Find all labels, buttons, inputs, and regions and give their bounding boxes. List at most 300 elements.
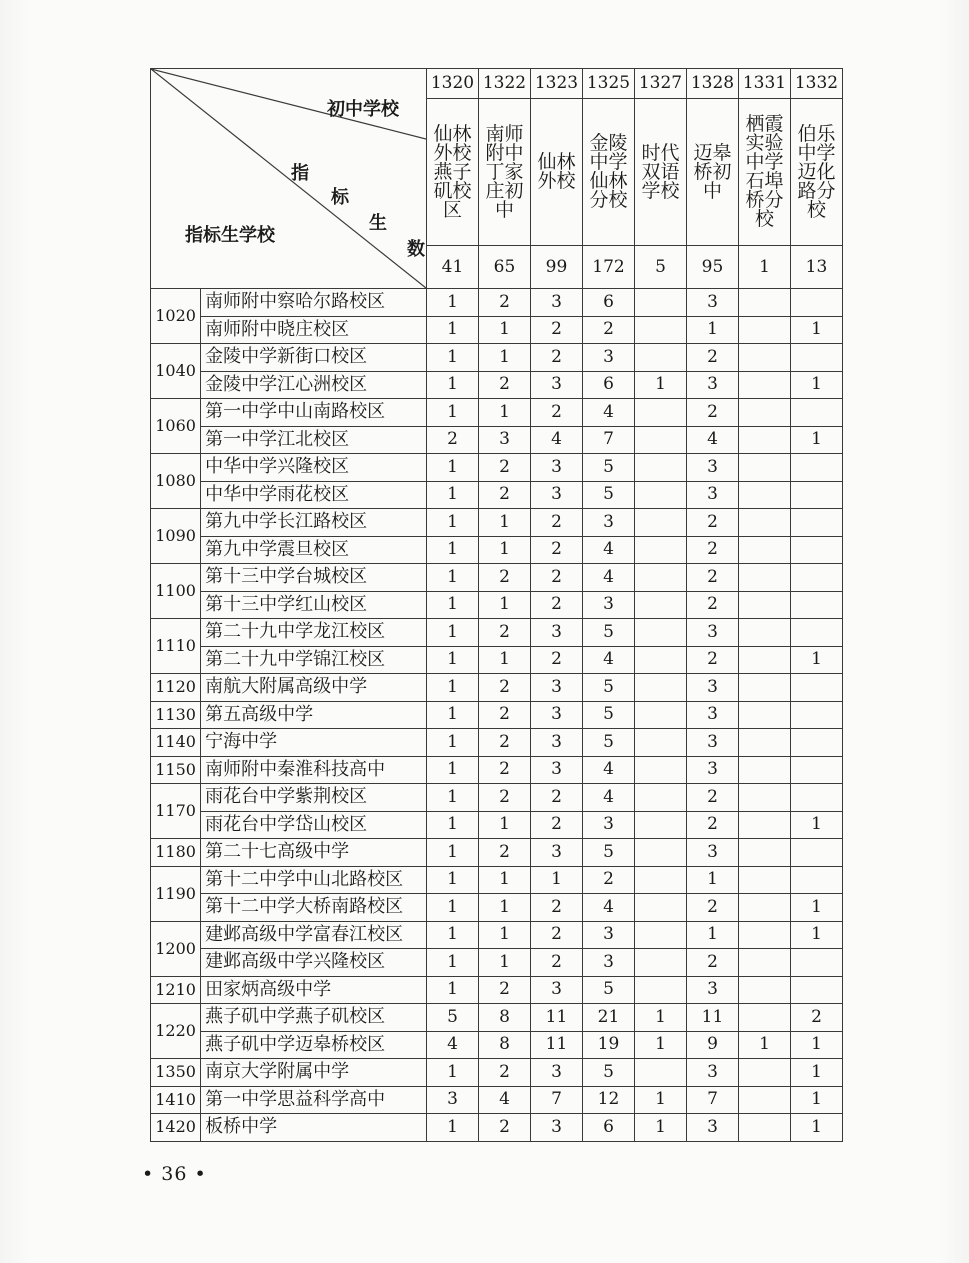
quota-cell: 2 <box>583 866 635 894</box>
quota-cell: 1 <box>791 811 843 839</box>
column-code: 1323 <box>531 69 583 99</box>
table-row <box>151 921 843 949</box>
column-school-name <box>479 99 531 246</box>
quota-cell <box>635 536 687 564</box>
quota-cell: 5 <box>583 454 635 482</box>
quota-cell: 2 <box>531 811 583 839</box>
school-name: 金陵中学江心洲校区 <box>201 371 427 399</box>
quota-cell: 3 <box>687 481 739 509</box>
quota-cell: 5 <box>583 729 635 757</box>
quota-cell: 6 <box>583 1114 635 1142</box>
table-row <box>151 701 843 729</box>
quota-cell <box>739 591 791 619</box>
quota-cell: 1 <box>479 591 531 619</box>
quota-cell: 1 <box>427 316 479 344</box>
quota-cell: 2 <box>479 371 531 399</box>
school-name: 第十二中学中山北路校区 <box>201 866 427 894</box>
column-quota-total: 1 <box>739 246 791 289</box>
column-school-name <box>427 99 479 246</box>
quota-cell: 6 <box>583 371 635 399</box>
corner-diagonal-char: 数 <box>407 239 425 260</box>
quota-cell <box>739 344 791 372</box>
table-row <box>151 1086 843 1114</box>
quota-cell <box>739 674 791 702</box>
table-row <box>151 316 843 344</box>
school-code: 1140 <box>151 729 201 757</box>
quota-cell <box>739 1114 791 1142</box>
quota-cell: 3 <box>687 1114 739 1142</box>
quota-cell: 21 <box>583 1004 635 1032</box>
school-code: 1090 <box>151 509 201 564</box>
quota-cell: 1 <box>427 399 479 427</box>
quota-cell <box>791 674 843 702</box>
quota-cell <box>635 729 687 757</box>
table-row <box>151 591 843 619</box>
table-row <box>151 1059 843 1087</box>
school-name: 宁海中学 <box>201 729 427 757</box>
quota-cell: 5 <box>583 976 635 1004</box>
table-row <box>151 344 843 372</box>
quota-cell: 2 <box>531 784 583 812</box>
table-row <box>151 481 843 509</box>
column-code: 1325 <box>583 69 635 99</box>
table-row <box>151 426 843 454</box>
column-school-name-text: 仙林外校 <box>537 151 576 192</box>
table-row <box>151 454 843 482</box>
quota-cell <box>791 454 843 482</box>
table-row <box>151 894 843 922</box>
quota-cell: 1 <box>427 1059 479 1087</box>
quota-cell <box>791 289 843 317</box>
quota-cell: 2 <box>531 949 583 977</box>
school-code: 1410 <box>151 1086 201 1114</box>
quota-cell: 2 <box>531 344 583 372</box>
quota-cell <box>739 729 791 757</box>
quota-cell <box>635 426 687 454</box>
school-code: 1040 <box>151 344 201 399</box>
column-school-name <box>635 99 687 246</box>
column-code: 1331 <box>739 69 791 99</box>
quota-cell: 2 <box>531 921 583 949</box>
school-code: 1180 <box>151 839 201 867</box>
quota-cell: 1 <box>531 866 583 894</box>
quota-cell: 2 <box>583 316 635 344</box>
quota-cell <box>739 426 791 454</box>
quota-cell: 3 <box>687 454 739 482</box>
quota-cell: 2 <box>687 509 739 537</box>
column-code: 1327 <box>635 69 687 99</box>
school-name: 燕子矶中学燕子矶校区 <box>201 1004 427 1032</box>
quota-cell: 1 <box>427 1114 479 1142</box>
quota-cell: 2 <box>479 619 531 647</box>
quota-cell <box>635 399 687 427</box>
column-school-name <box>583 99 635 246</box>
quota-cell <box>739 921 791 949</box>
quota-cell: 3 <box>687 976 739 1004</box>
header-corner-cell <box>151 69 427 289</box>
quota-cell: 2 <box>427 426 479 454</box>
quota-cell: 1 <box>479 949 531 977</box>
quota-cell <box>635 894 687 922</box>
quota-cell <box>739 399 791 427</box>
school-name: 中华中学雨花校区 <box>201 481 427 509</box>
quota-cell: 3 <box>531 481 583 509</box>
quota-cell <box>635 976 687 1004</box>
quota-cell <box>739 894 791 922</box>
quota-cell: 2 <box>687 811 739 839</box>
school-code: 1120 <box>151 674 201 702</box>
quota-cell: 3 <box>531 289 583 317</box>
school-code: 1150 <box>151 756 201 784</box>
school-name: 第二十九中学锦江校区 <box>201 646 427 674</box>
quota-cell: 5 <box>583 481 635 509</box>
quota-cell: 2 <box>687 399 739 427</box>
quota-cell: 3 <box>479 426 531 454</box>
quota-cell: 1 <box>427 674 479 702</box>
quota-cell: 5 <box>583 619 635 647</box>
quota-cell: 1 <box>687 866 739 894</box>
quota-cell: 2 <box>479 481 531 509</box>
quota-cell <box>739 536 791 564</box>
school-code: 1190 <box>151 866 201 921</box>
quota-cell: 2 <box>531 646 583 674</box>
corner-top-label: 初中学校 <box>327 99 399 120</box>
quota-cell: 3 <box>531 729 583 757</box>
quota-cell: 1 <box>791 316 843 344</box>
quota-cell: 3 <box>687 1059 739 1087</box>
quota-cell <box>635 646 687 674</box>
quota-cell: 1 <box>479 536 531 564</box>
quota-cell <box>635 316 687 344</box>
quota-cell: 19 <box>583 1031 635 1059</box>
table-row <box>151 729 843 757</box>
table-row <box>151 839 843 867</box>
quota-cell: 2 <box>687 894 739 922</box>
quota-cell: 7 <box>531 1086 583 1114</box>
quota-cell <box>739 949 791 977</box>
quota-cell: 2 <box>531 399 583 427</box>
quota-cell: 4 <box>583 756 635 784</box>
quota-cell <box>739 1086 791 1114</box>
quota-cell <box>635 481 687 509</box>
table-row <box>151 1114 843 1142</box>
quota-cell: 2 <box>531 536 583 564</box>
column-school-name <box>791 99 843 246</box>
quota-cell: 1 <box>427 701 479 729</box>
quota-cell <box>791 536 843 564</box>
quota-cell: 1 <box>479 811 531 839</box>
school-name: 第九中学震旦校区 <box>201 536 427 564</box>
quota-cell <box>739 289 791 317</box>
column-school-name-text: 金陵中学仙林分校 <box>589 132 628 211</box>
table-row <box>151 784 843 812</box>
quota-cell: 11 <box>531 1031 583 1059</box>
quota-cell: 6 <box>583 289 635 317</box>
school-code: 1020 <box>151 289 201 344</box>
school-name: 南师附中晓庄校区 <box>201 316 427 344</box>
quota-cell <box>739 701 791 729</box>
quota-cell: 5 <box>583 674 635 702</box>
school-name: 第二十九中学龙江校区 <box>201 619 427 647</box>
school-name: 第十三中学台城校区 <box>201 564 427 592</box>
quota-cell: 2 <box>479 784 531 812</box>
quota-cell: 1 <box>635 1004 687 1032</box>
column-school-name <box>687 99 739 246</box>
quota-cell <box>635 866 687 894</box>
quota-cell: 3 <box>531 1059 583 1087</box>
quota-cell: 2 <box>479 1114 531 1142</box>
quota-cell: 1 <box>427 564 479 592</box>
quota-cell <box>739 866 791 894</box>
school-code: 1080 <box>151 454 201 509</box>
school-code: 1100 <box>151 564 201 619</box>
column-quota-total: 65 <box>479 246 531 289</box>
column-school-name-text: 时代双语学校 <box>641 141 680 202</box>
school-name: 田家炳高级中学 <box>201 976 427 1004</box>
school-name: 板桥中学 <box>201 1114 427 1142</box>
quota-cell: 1 <box>427 619 479 647</box>
quota-cell <box>635 564 687 592</box>
quota-cell: 2 <box>479 564 531 592</box>
quota-cell: 2 <box>687 591 739 619</box>
quota-cell: 3 <box>531 674 583 702</box>
quota-cell: 1 <box>427 949 479 977</box>
quota-cell: 3 <box>687 756 739 784</box>
quota-cell: 1 <box>427 591 479 619</box>
quota-cell: 12 <box>583 1086 635 1114</box>
school-name: 第一中学思益科学高中 <box>201 1086 427 1114</box>
column-school-name-text: 迈皋桥初中 <box>693 141 732 202</box>
quota-cell: 4 <box>583 784 635 812</box>
school-name: 雨花台中学岱山校区 <box>201 811 427 839</box>
quota-cell: 2 <box>687 564 739 592</box>
quota-cell: 1 <box>479 509 531 537</box>
quota-cell <box>635 1059 687 1087</box>
quota-cell <box>791 784 843 812</box>
quota-cell <box>791 701 843 729</box>
quota-cell: 3 <box>531 756 583 784</box>
quota-cell: 1 <box>687 316 739 344</box>
quota-cell <box>791 949 843 977</box>
quota-cell: 1 <box>427 921 479 949</box>
quota-cell: 1 <box>427 509 479 537</box>
quota-cell: 2 <box>479 674 531 702</box>
quota-cell <box>739 1004 791 1032</box>
quota-cell: 7 <box>687 1086 739 1114</box>
quota-cell: 1 <box>427 866 479 894</box>
quota-cell <box>739 976 791 1004</box>
quota-cell: 1 <box>427 371 479 399</box>
quota-cell <box>791 344 843 372</box>
quota-cell <box>739 564 791 592</box>
school-code: 1220 <box>151 1004 201 1059</box>
table-row <box>151 536 843 564</box>
quota-cell: 1 <box>791 1086 843 1114</box>
quota-cell: 3 <box>687 619 739 647</box>
quota-cell <box>739 454 791 482</box>
school-name: 第五高级中学 <box>201 701 427 729</box>
table-row <box>151 674 843 702</box>
quota-cell <box>635 591 687 619</box>
quota-cell: 1 <box>635 371 687 399</box>
quota-cell: 1 <box>427 344 479 372</box>
quota-cell <box>791 839 843 867</box>
quota-cell: 1 <box>427 646 479 674</box>
quota-cell: 3 <box>687 729 739 757</box>
quota-cell: 1 <box>479 921 531 949</box>
quota-cell: 5 <box>427 1004 479 1032</box>
column-school-name <box>531 99 583 246</box>
quota-cell: 1 <box>479 866 531 894</box>
quota-cell: 1 <box>791 1031 843 1059</box>
school-name: 南师附中秦淮科技高中 <box>201 756 427 784</box>
quota-cell: 1 <box>427 729 479 757</box>
quota-cell <box>739 646 791 674</box>
quota-cell: 2 <box>687 949 739 977</box>
quota-cell: 1 <box>427 811 479 839</box>
school-code: 1210 <box>151 976 201 1004</box>
quota-cell: 1 <box>479 316 531 344</box>
quota-cell: 1 <box>635 1086 687 1114</box>
quota-cell <box>791 481 843 509</box>
school-name: 南航大附属高级中学 <box>201 674 427 702</box>
school-code: 1170 <box>151 784 201 839</box>
quota-cell <box>635 839 687 867</box>
quota-cell: 3 <box>583 509 635 537</box>
quota-cell: 2 <box>687 536 739 564</box>
quota-cell <box>635 811 687 839</box>
quota-cell: 2 <box>531 509 583 537</box>
quota-cell <box>791 399 843 427</box>
quota-cell: 2 <box>479 729 531 757</box>
table-row <box>151 976 843 1004</box>
quota-cell <box>739 784 791 812</box>
quota-cell <box>791 591 843 619</box>
table-row <box>151 1031 843 1059</box>
column-school-name-text: 南师附中丁家庄初中 <box>485 122 524 221</box>
quota-cell: 2 <box>479 976 531 1004</box>
school-name: 燕子矶中学迈皋桥校区 <box>201 1031 427 1059</box>
quota-cell: 2 <box>687 784 739 812</box>
quota-cell: 2 <box>479 839 531 867</box>
quota-cell: 4 <box>583 536 635 564</box>
quota-cell <box>739 756 791 784</box>
quota-cell <box>635 454 687 482</box>
quota-cell: 1 <box>427 756 479 784</box>
column-code: 1328 <box>687 69 739 99</box>
corner-diagonal-char: 指 <box>291 163 309 184</box>
quota-cell: 11 <box>687 1004 739 1032</box>
school-code: 1420 <box>151 1114 201 1142</box>
quota-cell: 8 <box>479 1004 531 1032</box>
school-name: 雨花台中学紫荆校区 <box>201 784 427 812</box>
school-name: 第十二中学大桥南路校区 <box>201 894 427 922</box>
column-school-name-text: 栖霞实验中学石埠桥分校 <box>745 113 784 230</box>
school-name: 第九中学长江路校区 <box>201 509 427 537</box>
column-code: 1320 <box>427 69 479 99</box>
school-name: 建邺高级中学兴隆校区 <box>201 949 427 977</box>
quota-cell: 4 <box>583 894 635 922</box>
quota-cell: 8 <box>479 1031 531 1059</box>
quota-cell: 1 <box>479 646 531 674</box>
quota-cell: 7 <box>583 426 635 454</box>
quota-cell: 3 <box>687 674 739 702</box>
quota-cell: 4 <box>531 426 583 454</box>
quota-cell: 1 <box>427 454 479 482</box>
school-code: 1060 <box>151 399 201 454</box>
quota-cell: 3 <box>583 949 635 977</box>
quota-cell: 1 <box>739 1031 791 1059</box>
quota-cell <box>739 619 791 647</box>
quota-cell <box>635 756 687 784</box>
corner-bottom-label: 指标生学校 <box>185 225 275 246</box>
column-code: 1322 <box>479 69 531 99</box>
quota-cell: 1 <box>635 1114 687 1142</box>
quota-cell: 9 <box>687 1031 739 1059</box>
table-row <box>151 509 843 537</box>
quota-cell <box>635 619 687 647</box>
quota-cell: 1 <box>791 894 843 922</box>
quota-cell: 1 <box>427 894 479 922</box>
quota-cell: 3 <box>531 1114 583 1142</box>
school-code: 1130 <box>151 701 201 729</box>
table-row <box>151 619 843 647</box>
column-school-name <box>739 99 791 246</box>
quota-cell: 2 <box>531 591 583 619</box>
school-name: 第一中学中山南路校区 <box>201 399 427 427</box>
quota-cell: 3 <box>583 921 635 949</box>
column-school-name-text: 伯乐中学迈化路分校 <box>797 122 836 221</box>
column-quota-total: 99 <box>531 246 583 289</box>
quota-cell: 3 <box>427 1086 479 1114</box>
quota-cell <box>739 481 791 509</box>
quota-cell: 5 <box>583 839 635 867</box>
quota-cell: 2 <box>531 316 583 344</box>
quota-cell <box>635 509 687 537</box>
quota-cell <box>739 839 791 867</box>
school-name: 南京大学附属中学 <box>201 1059 427 1087</box>
column-school-name-text: 仙林外校燕子矶校区 <box>433 122 472 221</box>
school-name: 南师附中察哈尔路校区 <box>201 289 427 317</box>
school-name: 第一中学江北校区 <box>201 426 427 454</box>
quota-cell: 3 <box>687 289 739 317</box>
school-code: 1350 <box>151 1059 201 1087</box>
quota-cell <box>635 784 687 812</box>
quota-cell: 4 <box>687 426 739 454</box>
table-row <box>151 756 843 784</box>
quota-cell: 1 <box>791 921 843 949</box>
corner-diagonal-char: 生 <box>369 213 387 234</box>
quota-cell <box>739 509 791 537</box>
quota-cell <box>739 1059 791 1087</box>
quota-cell: 1 <box>427 289 479 317</box>
column-code: 1332 <box>791 69 843 99</box>
quota-cell: 1 <box>791 371 843 399</box>
quota-cell: 1 <box>479 894 531 922</box>
table-row <box>151 1004 843 1032</box>
quota-cell: 3 <box>531 701 583 729</box>
quota-cell <box>791 976 843 1004</box>
school-name: 建邺高级中学富春江校区 <box>201 921 427 949</box>
quota-cell: 1 <box>427 536 479 564</box>
quota-cell: 4 <box>583 646 635 674</box>
school-name: 中华中学兴隆校区 <box>201 454 427 482</box>
quota-allocation-table <box>150 68 843 1142</box>
column-quota-total: 5 <box>635 246 687 289</box>
school-name: 第二十七高级中学 <box>201 839 427 867</box>
quota-cell: 5 <box>583 1059 635 1087</box>
quota-cell: 1 <box>427 784 479 812</box>
